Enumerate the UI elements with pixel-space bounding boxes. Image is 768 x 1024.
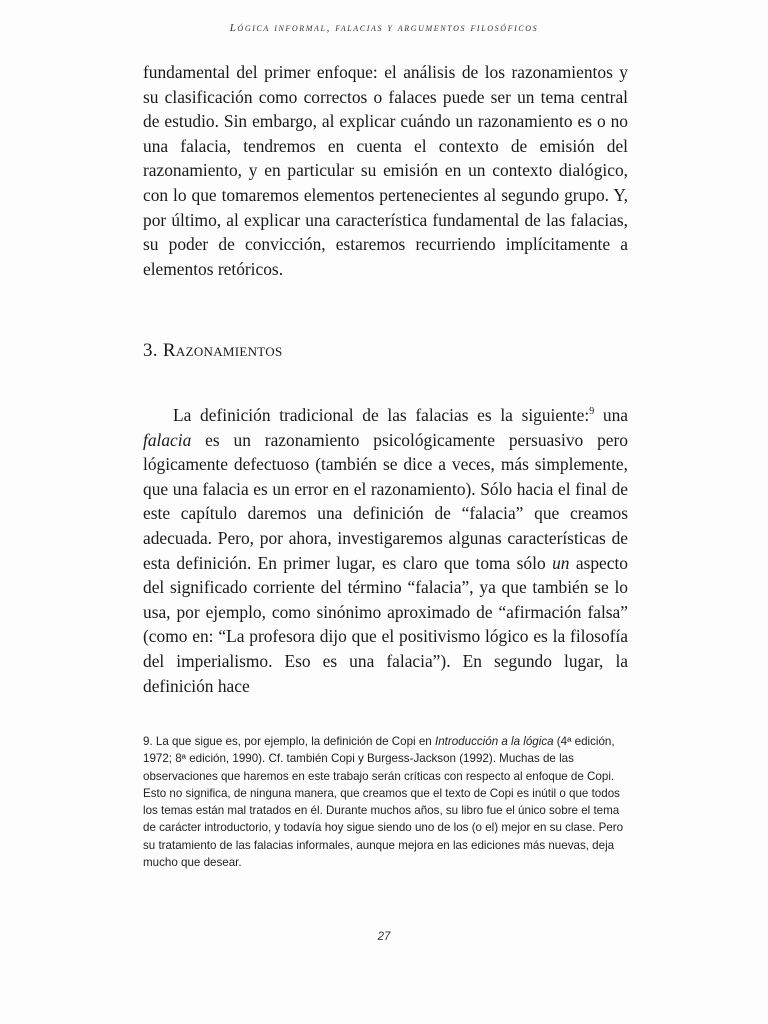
footnote-text-1: La que sigue es, por ejemplo, la definición de Copi en — [152, 735, 435, 748]
footnote-text-2: (4ª edición, 1972; 8ª edición, 1990). Cf. también Copi y Burgess-Jackson (1992). Muchas de las observaciones que haremos en este trabajo serán críticas con respecto al enfoque de Copi. Esto no significa, de ninguna manera, que creamos que el texto de Copi es inútil o que todos los temas están mal tratados en él. Durante muchos años, su libro fue el único sobre el tema de carácter introductorio, y todavía hoy sigue siendo uno de los (o el) mejor en su clase. Pero su tratamiento de las falacias informales, aunque mejora en las ediciones más nuevas, deja mucho que desear. — [143, 735, 624, 870]
paragraph-text-4: aspecto del significado corriente del término “falacia”, ya que también se lo usa, por ejemplo, como sinónimo aproximado de “afirmación falsa” (como en: “La profesora dijo que el positivismo lógico es la filosofía del imperialismo. Eso es una falacia”). En segundo lugar, la definición hace — [143, 552, 628, 696]
paragraph-text-3: es un razonamiento psicológicamente persuasivo pero lógicamente defectuoso (también se dice a veces, más simplemente, que una falacia es un error en el razonamiento). Sólo hacia el final de este capítulo daremos una definición de “falacia” que creamos adecuada. Pero, por ahora, investigaremos algunas características de esta definición. En primer lugar, es claro que toma sólo — [143, 429, 628, 573]
paragraph-text-1: La definición tradicional de las falacias es la siguiente: — [173, 405, 590, 425]
italic-term-falacia: falacia — [143, 429, 192, 450]
italic-term-un: un — [552, 552, 570, 573]
page-number: 27 — [377, 931, 391, 943]
footnote-9 — [143, 733, 628, 871]
footnote-reference: 9 — [589, 406, 595, 418]
paragraph-text-2: una — [594, 405, 628, 425]
section-heading — [143, 340, 283, 362]
section-number: 3. — [143, 340, 158, 361]
paragraph-definition — [143, 403, 628, 698]
footnote-book-title: Introducción a la lógica — [434, 735, 554, 748]
paragraph-continuation: fundamental del primer enfoque: el análisis de los razonamientos y su clasificación como correctos o falaces puede ser un tema central de estudio. Sin embargo, al explicar cuándo un razonamiento es o no una falacia, tendremos en cuenta el contexto de emisión del razonamiento, y en particular su emisión en un contexto dialógico, con lo que tomaremos elementos pertenecientes al segundo grupo. Y, por último, al explicar una característica fundamental de las falacias, su poder de convicción, estaremos recurriendo implícitamente a elementos retóricos. — [143, 62, 628, 279]
footnote-number: 9. — [143, 735, 153, 748]
running-header: Lógica informal, falacias y argumentos filosóficos — [229, 22, 539, 34]
section-title: Razonamientos — [162, 340, 283, 361]
